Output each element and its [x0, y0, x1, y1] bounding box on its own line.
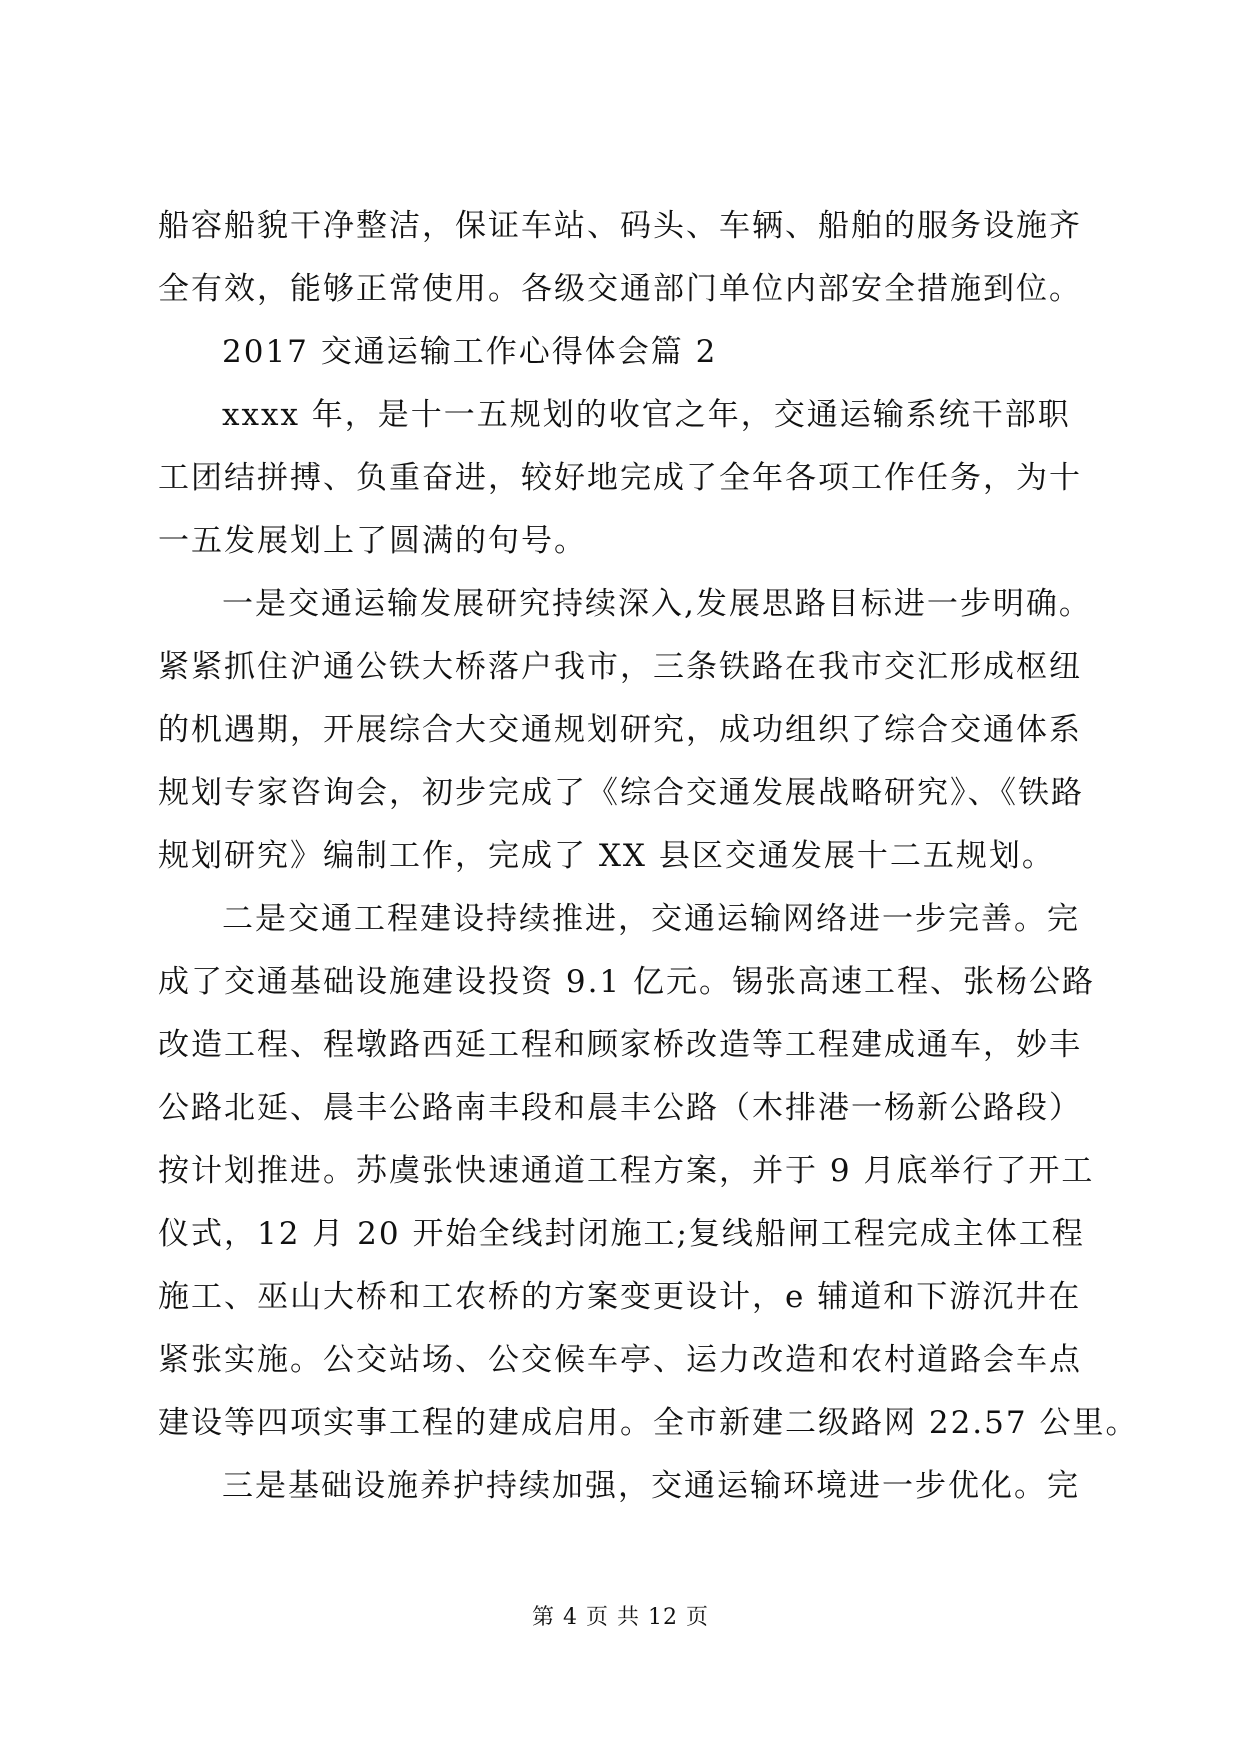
paragraph-line: 紧紧抓住沪通公铁大桥落户我市，三条铁路在我市交汇形成枢纽: [158, 649, 1082, 685]
paragraph-line: 建设等四项实事工程的建成启用。全市新建二级路网 22.57 公里。: [158, 1405, 1139, 1441]
paragraph-line: 一五发展划上了圆满的句号。: [158, 523, 587, 559]
paragraph-line: 规划研究》编制工作，完成了 XX 县区交通发展十二五规划。: [158, 838, 1055, 874]
paragraph-line: 紧张实施。公交站场、公交候车亭、运力改造和农村道路会车点: [158, 1342, 1082, 1378]
document-body: [158, 195, 1139, 1518]
paragraph-line: 工团结拼搏、负重奋进，较好地完成了全年各项工作任务，为十: [158, 460, 1082, 496]
paragraph-first-line: 一是交通运输发展研究持续深入,发展思路目标进一步明确。: [222, 586, 1092, 622]
page-number-footer: 第 4 页 共 12 页: [532, 1605, 709, 1630]
paragraph-first-line: 2017 交通运输工作心得体会篇 2: [222, 334, 718, 370]
paragraph-first-line: 三是基础设施养护持续加强，交通运输环境进一步优化。完: [222, 1468, 1080, 1504]
paragraph-first-line: 二是交通工程建设持续推进，交通运输网络进一步完善。完: [222, 901, 1080, 937]
paragraph-line: 的机遇期，开展综合大交通规划研究，成功组织了综合交通体系: [158, 712, 1082, 748]
paragraph-line: 仪式，12 月 20 开始全线封闭施工;复线船闸工程完成主体工程: [158, 1216, 1085, 1252]
paragraph-line: 公路北延、晨丰公路南丰段和晨丰公路（木排港一杨新公路段）: [158, 1090, 1082, 1126]
paragraph-line: 全有效，能够正常使用。各级交通部门单位内部安全措施到位。: [158, 271, 1082, 307]
paragraph-line: 规划专家咨询会，初步完成了《综合交通发展战略研究》、《铁路: [158, 775, 1084, 811]
paragraph-line: 成了交通基础设施建设投资 9.1 亿元。锡张高速工程、张杨公路: [158, 964, 1096, 1000]
paragraph-line: 改造工程、程墩路西延工程和顾家桥改造等工程建成通车，妙丰: [158, 1027, 1082, 1063]
paragraph-line: 施工、巫山大桥和工农桥的方案变更设计，e 辅道和下游沉井在: [158, 1279, 1082, 1315]
paragraph-line: 船容船貌干净整洁，保证车站、码头、车辆、船舶的服务设施齐: [158, 208, 1082, 244]
paragraph-line: 按计划推进。苏虞张快速通道工程方案，并于 9 月底举行了开工: [158, 1153, 1095, 1189]
paragraph-first-line: xxxx 年，是十一五规划的收官之年，交通运输系统干部职: [222, 397, 1071, 433]
